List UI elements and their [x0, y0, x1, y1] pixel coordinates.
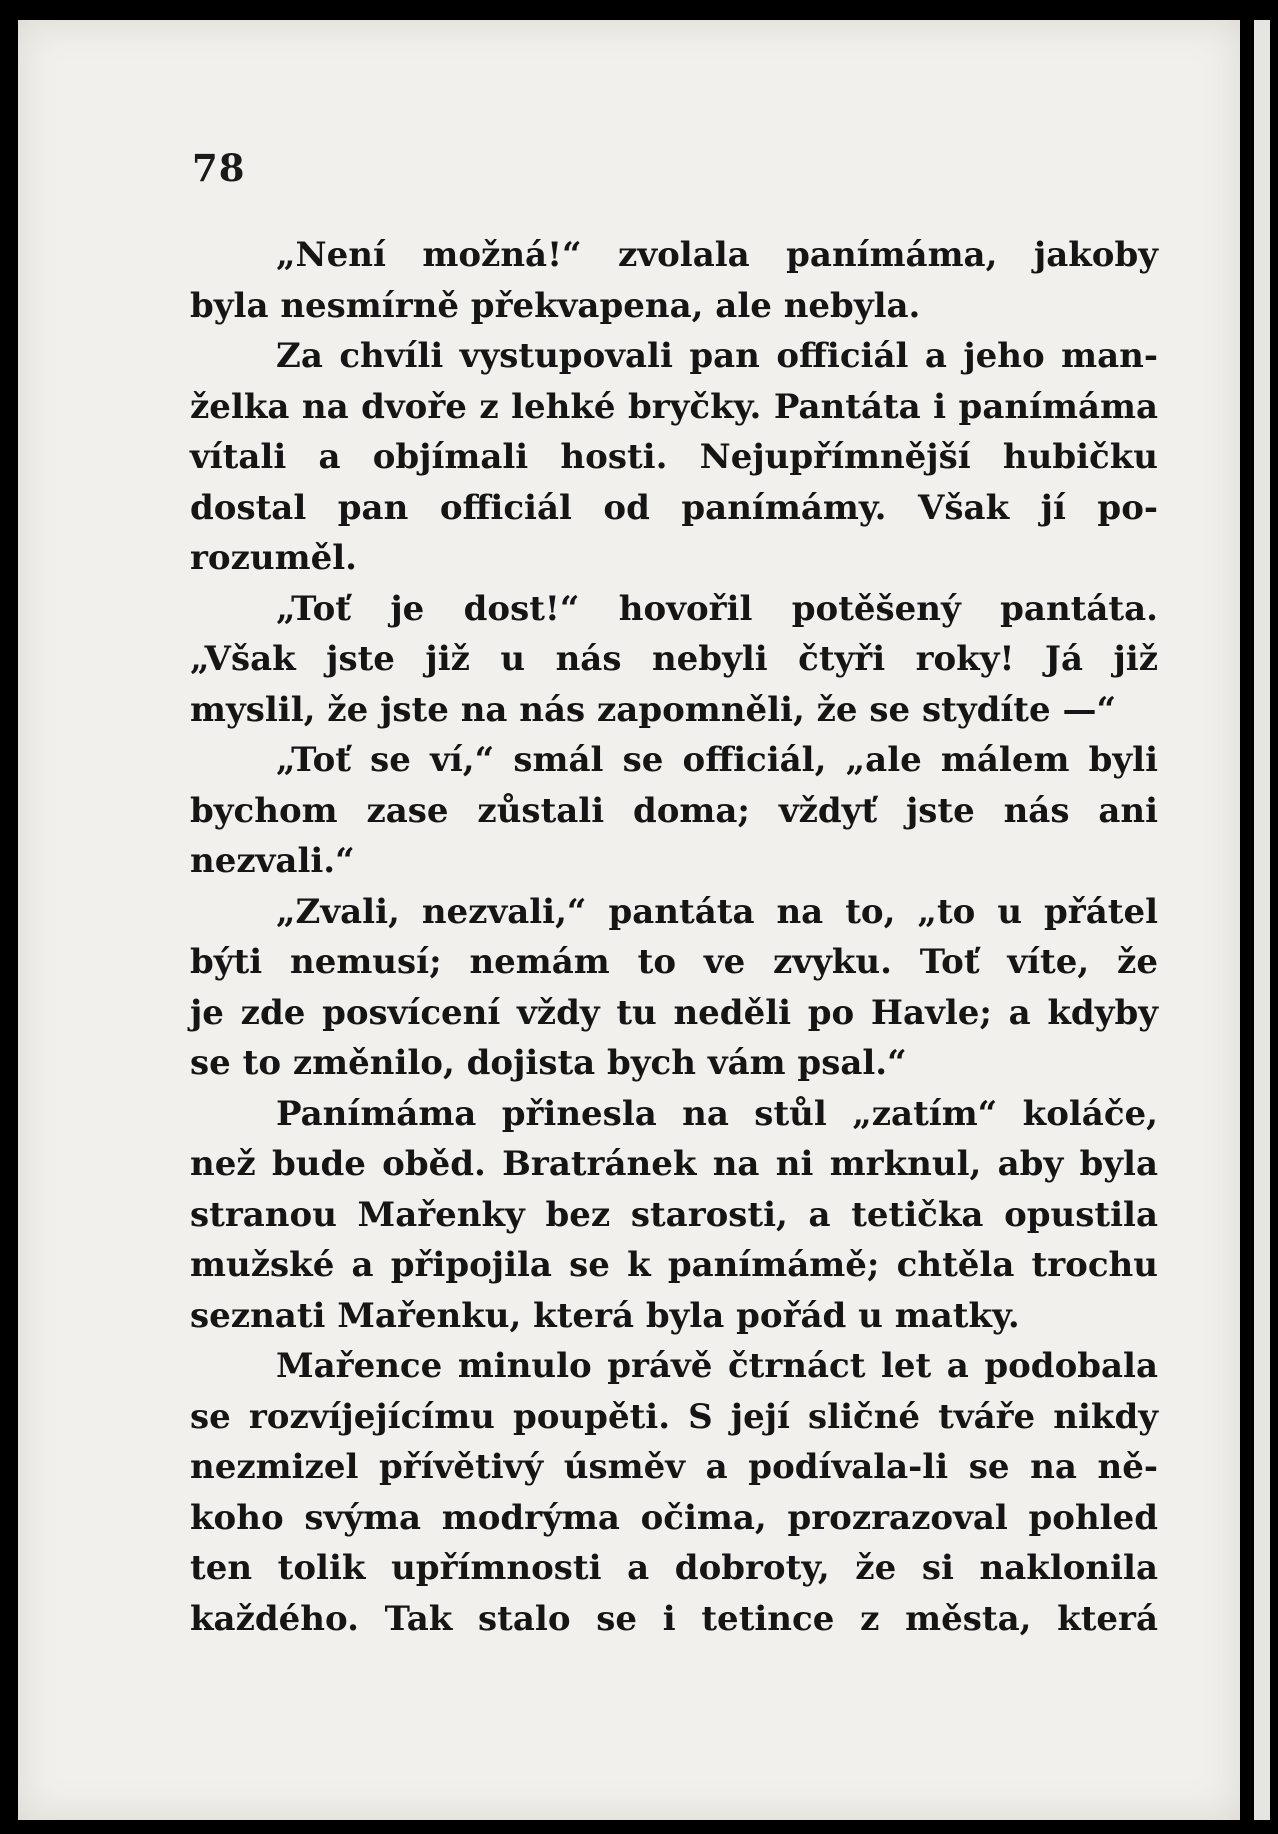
- text-line: „Není možná!“ zvolala panímáma, jakoby: [276, 235, 1158, 275]
- text-line: „Toť se ví,“ smál se officiál, „ale málem byli: [276, 740, 1158, 780]
- text-line: dostal pan officiál od panímámy. Však jí po-: [190, 487, 1158, 528]
- text-line: „Však jste již u nás nebyli čtyři roky! Já již: [190, 639, 1158, 679]
- text-line: želka na dvoře z lehké bryčky. Pantáta i panímáma: [190, 386, 1158, 427]
- text-line: Panímáma přinesla na stůl „zatím“ koláče,: [276, 1093, 1158, 1134]
- text-line: se rozvíjejícímu poupěti. S její sličné tváře nikdy: [190, 1396, 1158, 1437]
- text-line: vítali a objímali hosti. Nejupřímnější hubičku: [190, 437, 1158, 477]
- text-line: myslil, že jste na nás zapomněli, že se stydíte —“: [190, 689, 1117, 730]
- text-line: koho svýma modrýma očima, prozrazoval pohled: [190, 1497, 1158, 1538]
- text-line: každého. Tak stalo se i tetince z města, která: [190, 1598, 1158, 1639]
- next-page-edge: [1254, 20, 1270, 1820]
- text-line: byla nesmírně překvapena, ale nebyla.: [190, 285, 921, 326]
- text-line: „Zvali, nezvali,“ pantáta na to, „to u přátel: [276, 891, 1158, 932]
- text-line: bychom zase zůstali doma; vždyť jste nás ani: [190, 790, 1158, 831]
- text-line: stranou Mařenky bez starosti, a tetička opustila: [190, 1194, 1158, 1235]
- text-line: Mařence minulo právě čtrnáct let a podobala: [276, 1346, 1158, 1386]
- text-line: mužské a připojila se k panímámě; chtěla trochu: [190, 1245, 1158, 1285]
- text-line: rozuměl.: [190, 538, 357, 578]
- page-number: 78: [192, 146, 246, 190]
- text-line: seznati Mařenku, která byla pořád u matky.: [190, 1295, 1020, 1336]
- text-line: nezmizel přívětivý úsměv a podívala-li se na ně-: [190, 1447, 1158, 1487]
- text-line: se to změnilo, dojista bych vám psal.“: [190, 1043, 907, 1083]
- text-line: než bude oběd. Bratránek na ni mrknul, aby byla: [190, 1144, 1158, 1184]
- text-line: býti nemusí; nemám to ve zvyku. Toť víte, že: [190, 942, 1158, 982]
- text-line: je zde posvícení vždy tu neděli po Havle; a kdyby: [190, 992, 1158, 1033]
- text-line: Za chvíli vystupovali pan officiál a jeho man-: [276, 336, 1158, 376]
- text-line: ten tolik upřímnosti a dobroty, že si naklonila: [190, 1548, 1158, 1588]
- page-text: [190, 230, 1158, 1644]
- text-line: „Toť je dost!“ hovořil potěšený pantáta.: [276, 588, 1158, 629]
- text-line: nezvali.“: [190, 841, 355, 881]
